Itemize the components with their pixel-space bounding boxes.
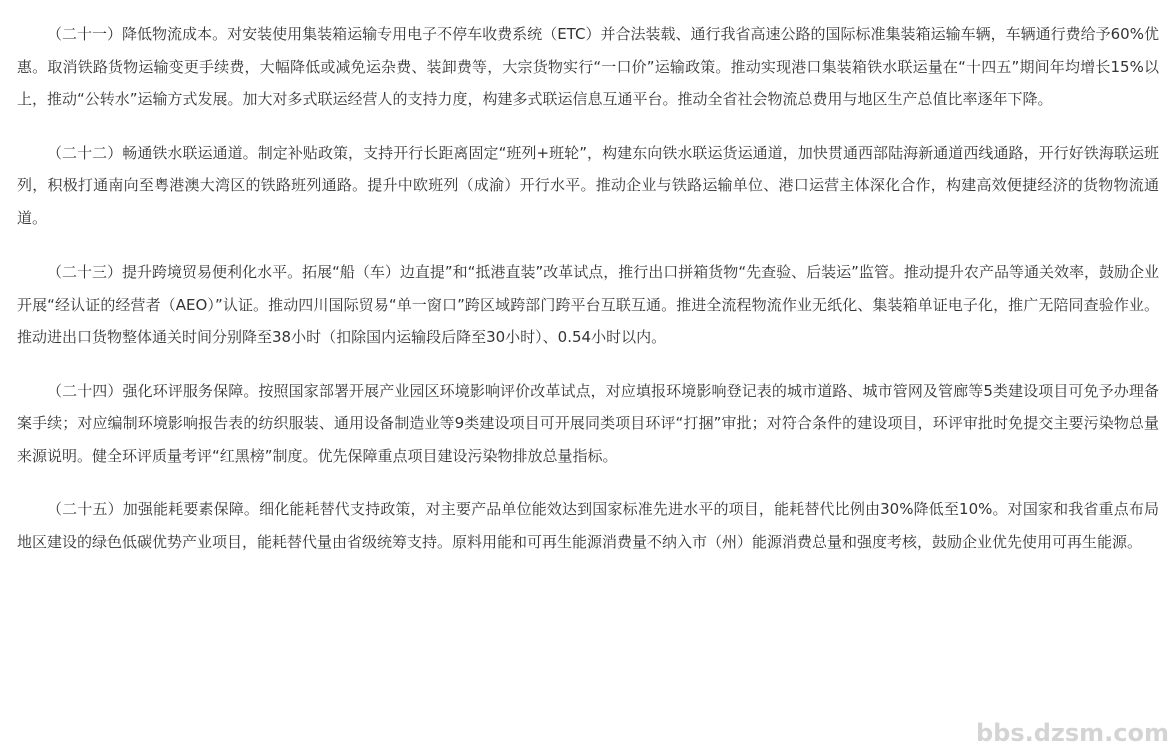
paragraph-23-cross-border-trade: （二十三）提升跨境贸易便利化水平。拓展“船（车）边直提”和“抵港直装”改革试点，推行出口拼箱货物“先查验、后装运”监管。推动提升农产品等通关效率，鼓励企业开展“经认证的经营者（AEO）”认证。推动四川国际贸易“单一窗口”跨区域跨部门跨平台互联互通。推进全流程物流作业无纸化、集装箱单证电子化，推广无陪同查验作业。推动进出口货物整体通关时间分别降至38小时（扣除国内运输段后降至30小时）、0.54小时以内。 <box>17 263 1159 346</box>
article-body <box>17 18 1159 579</box>
paragraph-25-energy-consumption: （二十五）加强能耗要素保障。细化能耗替代支持政策，对主要产品单位能效达到国家标准先进水平的项目，能耗替代比例由30%降低至10%。对国家和我省重点布局地区建设的绿色低碳优势产业项目，能耗替代量由省级统筹支持。原料用能和可再生能源消费量不纳入市（州）能源消费总量和强度考核，鼓励企业优先使用可再生能源。 <box>17 500 1159 551</box>
paragraph-22-rail-water-channel: （二十二）畅通铁水联运通道。制定补贴政策，支持开行长距离固定“班列+班轮”，构建东向铁水联运货运通道，加快贯通西部陆海新通道西线通路，开行好铁海联运班列，积极打通南向至粤港澳大湾区的铁路班列通路。提升中欧班列（成渝）开行水平。推动企业与铁路运输单位、港口运营主体深化合作，构建高效便捷经济的货物物流通道。 <box>17 143 1159 227</box>
paragraph-21-logistics-cost: （二十一）降低物流成本。对安装使用集装箱运输专用电子不停车收费系统（ETC）并合法装载、通行我省高速公路的国际标准集装箱运输车辆，车辆通行费给予60%优惠。取消铁路货物运输变更手续费，大幅降低或减免运杂费、装卸费等，大宗货物实行“一口价”运输政策。推动实现港口集装箱铁水联运量在“十四五”期间年均增长15%以上，推动“公转水”运输方式发展。加大对多式联运经营人的支持力度，构建多式联运信息互通平台。推动全省社会物流总费用与地区生产总值比率逐年下降。 <box>17 25 1159 108</box>
paragraph-24-eia-service: （二十四）强化环评服务保障。按照国家部署开展产业园区环境影响评价改革试点，对应填报环境影响登记表的城市道路、城市管网及管廊等5类建设项目可免予办理备案手续；对应编制环境影响报告表的纺织服装、通用设备制造业等9类建设项目可开展同类项目环评“打捆”审批；对符合条件的建设项目，环评审批时免提交主要污染物总量来源说明。健全环评质量考评“红黑榜”制度。优先保障重点项目建设污染物排放总量指标。 <box>17 381 1159 465</box>
site-watermark: bbs.dzsm.com <box>975 719 1169 747</box>
